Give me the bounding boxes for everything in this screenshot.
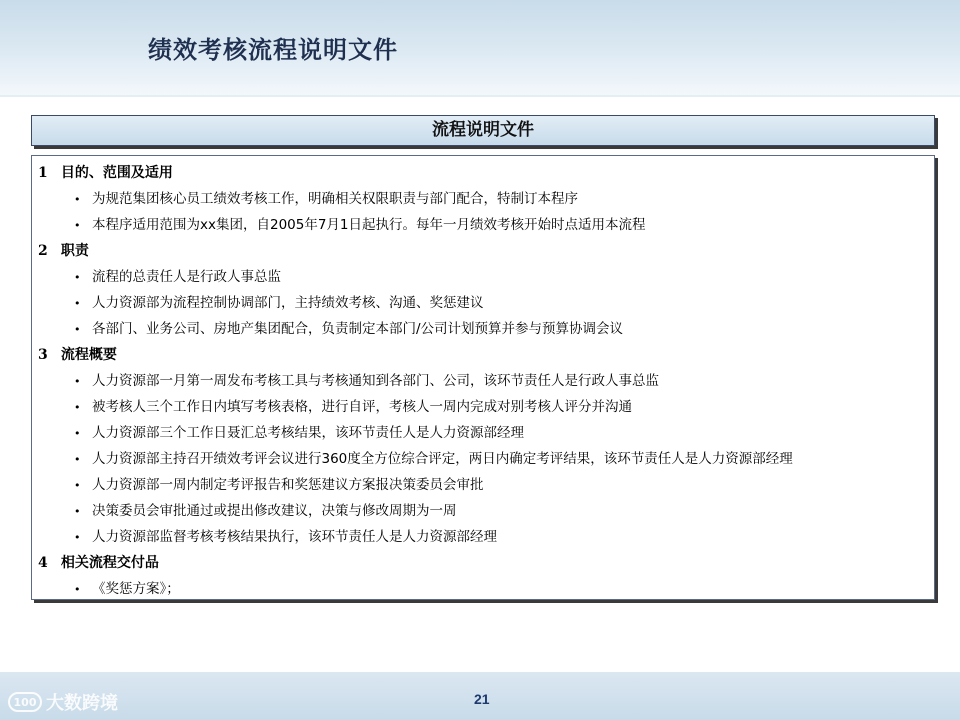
bullet-icon: • — [74, 479, 81, 492]
bullet-item — [38, 394, 934, 420]
bullet-text: 人力资源部主持召开绩效考评会议进行360度全方位综合评定，两日内确定考评结果，该环节责任人是人力资源部经理 — [92, 451, 793, 467]
bullet-item — [38, 446, 934, 472]
bullet-icon: • — [74, 583, 81, 596]
bullet-text: 流程的总责任人是行政人事总监 — [92, 269, 281, 285]
bullet-text: 各部门、业务公司、房地产集团配合，负责制定本部门/公司计划预算并参与预算协调会议 — [92, 321, 624, 337]
bullet-icon: • — [74, 505, 81, 518]
section-title — [38, 342, 934, 368]
bullet-icon: • — [74, 297, 81, 310]
bullet-text: 《奖惩方案》； — [92, 581, 180, 597]
bullet-item — [38, 316, 934, 342]
section-title-text: 流程概要 — [60, 347, 117, 363]
bullet-text: 人力资源部一周内制定考评报告和奖惩建议方案报决策委员会审批 — [92, 477, 484, 493]
section-number: 1 — [38, 165, 48, 181]
section-title — [38, 160, 934, 186]
bullet-text: 为规范集团核心员工绩效考核工作，明确相关权限职责与部门配合，特制订本程序 — [92, 191, 578, 207]
section-title-text: 相关流程交付品 — [60, 555, 159, 571]
bullet-item — [38, 576, 934, 602]
section-number: 2 — [38, 243, 48, 259]
bullet-icon: • — [74, 193, 81, 206]
page-title: 绩效考核流程说明文件 — [148, 35, 398, 64]
section-title-text: 职责 — [60, 243, 89, 259]
bullet-item — [38, 212, 934, 238]
bullet-icon: • — [74, 323, 81, 336]
logo-text: 大数跨境 — [46, 693, 118, 714]
bullet-text: 本程序适用范围为xx集团，自2005年7月1日起执行。每年一月绩效考核开始时点适用本流程 — [92, 217, 646, 233]
bullet-item — [38, 290, 934, 316]
bullet-item — [38, 420, 934, 446]
bullet-item — [38, 524, 934, 550]
bullet-item — [38, 264, 934, 290]
section-title-text: 目的、范围及适用 — [60, 165, 173, 181]
bullet-icon: • — [74, 401, 81, 414]
panel-header: 流程说明文件 — [31, 115, 935, 146]
section-number: 3 — [38, 347, 48, 363]
bullet-icon: • — [74, 219, 81, 232]
bullet-icon: • — [74, 453, 81, 466]
bullet-text: 被考核人三个工作日内填写考核表格，进行自评，考核人一周内完成对别考核人评分并沟通 — [92, 399, 632, 415]
bullet-icon: • — [74, 427, 81, 440]
bullet-icon: • — [74, 271, 81, 284]
bullet-item — [38, 498, 934, 524]
bullet-icon: • — [74, 375, 81, 388]
content-box — [31, 155, 935, 600]
bullet-item — [38, 472, 934, 498]
bullet-icon: • — [74, 531, 81, 544]
bullet-text: 人力资源部为流程控制协调部门，主持绩效考核、沟通、奖惩建议 — [92, 295, 484, 311]
section-title — [38, 238, 934, 264]
bullet-text: 人力资源部三个工作日聂汇总考核结果，该环节责任人是人力资源部经理 — [92, 425, 524, 441]
bullet-item — [38, 186, 934, 212]
section-number: 4 — [38, 555, 48, 571]
section-title — [38, 550, 934, 576]
bullet-text: 人力资源部监督考核考核结果执行，该环节责任人是人力资源部经理 — [92, 529, 497, 545]
page-number: 21 — [474, 691, 490, 707]
logo — [8, 689, 118, 715]
bullet-item — [38, 368, 934, 394]
logo-mark-icon: 100 — [8, 692, 42, 712]
bullet-text: 决策委员会审批通过或提出修改建议，决策与修改周期为一周 — [92, 503, 457, 519]
header-band — [0, 0, 960, 97]
bullet-text: 人力资源部一月第一周发布考核工具与考核通知到各部门、公司，该环节责任人是行政人事总监 — [92, 373, 659, 389]
